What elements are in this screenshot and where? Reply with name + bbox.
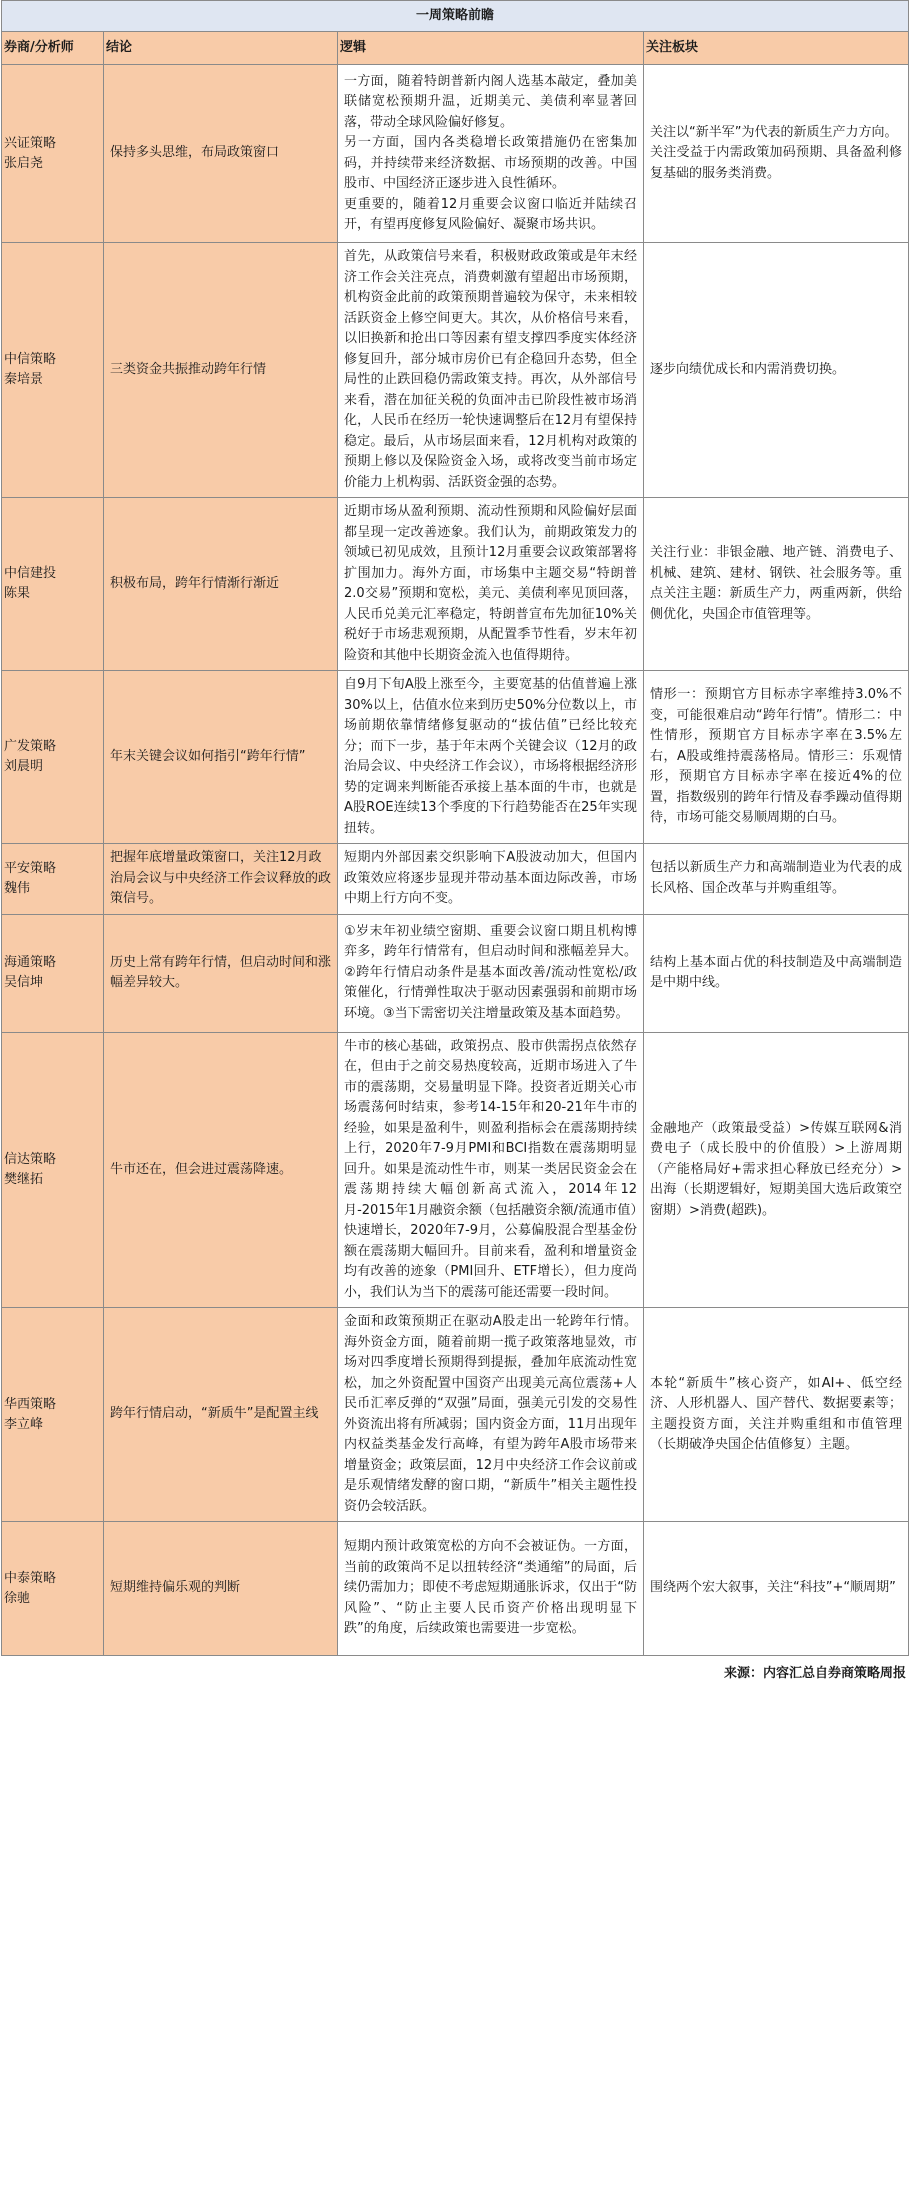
logic-paragraph: 更重要的，随着12月重要会议窗口临近并陆续召开，有望再度修复风险偏好、凝聚市场共识。 [344,196,637,232]
table-title-row [2,1,909,32]
broker-cell [2,498,104,671]
analyst-name: 樊继拓 [4,1171,44,1187]
logic-paragraph: 近期市场从盈利预期、流动性预期和风险偏好层面都呈现一定改善迹象。我们认为，前期政策发力的领域已初见成效，且预计12月重要会议政策部署将扩围加力。海外方面，市场集中主题交易“特朗普2.0交易”预期和宽松，美元、美债利率见顶回落，人民币兑美元汇率稳定，特朗普宣布先加征10%关税好于市场悲观预期，从配置季节性看，岁末年初险资和其他中长期资金流入也值得期待。 [344,504,637,663]
logic-paragraph: 金面和政策预期正在驱动A股走出一轮跨年行情。海外资金方面，随着前期一揽子政策落地显效，市场对四季度增长预期得到提振，叠加年底流动性宽松，加之外资配置中国资产出现美元高位震荡+人民币汇率反弹的“双强”局面，强美元引发的交易性外资流出将有所减弱；国内资金方面，11月出现年内权益类基金发行高峰，有望为跨年A股市场带来增量资金；政策层面，12月中央经济工作会议前或是乐观情绪发酵的窗口期，“新质牛”相关主题性投资仍会较活跃。 [344,1314,637,1514]
table-row [2,1522,909,1656]
table-header-row [2,32,909,65]
analyst-name: 吴信坤 [4,975,44,990]
conclusion-cell: 年末关键会议如何指引“跨年行情” [104,671,338,844]
broker-name: 中泰策略 [4,1570,57,1586]
sector-paragraph: 金融地产（政策最受益）>传媒互联网&消费电子（成长股中的价值股）>上游周期（产能格局好+需求担心释放已经充分）>出海（长期逻辑好，短期美国大选后政策空窗期）>消费(超跌)。 [650,1120,903,1218]
sectors-cell [644,914,909,1032]
strategy-table-container [1,0,908,1691]
logic-paragraph: 牛市的核心基础，政策拐点、股市供需拐点依然存在，但由于之前交易热度较高，近期市场进入了牛市的震荡期，交易量明显下降。投资者近期关心市场震荡何时结束，参考14-15年和20-21年牛市的经验，如果是盈利牛，则盈利指标会在震荡期持续上行，2020年7-9月PMI和BCI指数在震荡期明显回升。如果是流动性牛市，则某一类居民资金会在震荡期持续大幅创新高式流入，2014年12月-2015年1月融资余额（包括融资余额/流通市值）快速增长，2020年7-9月，公募偏股混合型基金份额在震荡期大幅回升。目前来看，盈利和增量资金均有改善的迹象（PMI回升、ETF增长），但力度尚小，我们认为当下的震荡可能还需要一段时间。 [344,1038,637,1300]
source-note: 来源：内容汇总自券商策略周报 [723,1666,906,1681]
logic-paragraph: 一方面，随着特朗普新内阁人选基本敲定，叠加美联储宽松预期升温，近期美元、美债利率显著回落，带动全球风险偏好修复。 [344,73,637,130]
analyst-name: 魏伟 [4,880,31,896]
analyst-name: 刘晨明 [4,759,44,774]
broker-name: 平安策略 [4,860,57,876]
sectors-cell [644,243,909,498]
analyst-name: 李立峰 [4,1416,44,1432]
sector-paragraph: 围绕两个宏大叙事，关注“科技”+“顺周期” [650,1580,896,1596]
table-row [2,65,909,243]
sector-paragraph: 包括以新质生产力和高端制造业为代表的成长风格、国企改革与并购重组等。 [650,860,903,896]
header-sectors: 关注板块 [644,32,909,65]
table-row [2,844,909,915]
table-row [2,498,909,671]
conclusion-cell: 短期维持偏乐观的判断 [104,1522,338,1656]
sector-paragraph: 本轮“新质牛”核心资产，如AI+、低空经济、人形机器人、国产替代、数据要素等；主题投资方面，关注并购重组和市值管理（长期破净央国企估值修复）主题。 [650,1375,903,1452]
broker-cell [2,914,104,1032]
header-conclusion: 结论 [104,32,338,65]
analyst-name: 徐驰 [4,1590,31,1606]
broker-cell [2,65,104,243]
broker-cell [2,671,104,844]
logic-cell [338,65,644,243]
logic-cell [338,1032,644,1308]
sectors-cell [644,1032,909,1308]
logic-paragraph: ①岁末年初业绩空窗期、重要会议窗口期且机构博弈多，跨年行情常有，但启动时间和涨幅差异大。②跨年行情启动条件是基本面改善/流动性宽松/政策催化，行情弹性取决于驱动因素强弱和前期市场环境。③当下需密切关注增量政策及基本面趋势。 [344,923,637,1021]
sectors-cell [644,65,909,243]
broker-cell [2,243,104,498]
broker-name: 海通策略 [4,955,57,970]
conclusion-cell: 历史上常有跨年行情，但启动时间和涨幅差异较大。 [104,914,338,1032]
broker-cell [2,1032,104,1308]
logic-paragraph: 另一方面，国内各类稳增长政策措施仍在密集加码，并持续带来经济数据、市场预期的改善。中国股市、中国经济正逐步进入良性循环。 [344,135,637,191]
header-logic: 逻辑 [338,32,644,65]
table-row [2,1308,909,1522]
sectors-cell [644,844,909,915]
sector-paragraph: 情形一：预期官方目标赤字率维持3.0%不变，可能很难启动“跨年行情”。情形二：中性情形，预期官方目标赤字率在3.5%左右，A股或维持震荡格局。情形三：乐观情形，预期官方目标赤字率在接近4%的位置，指数级别的跨年行情及春季躁动值得期待，市场可能交易顺周期的白马。 [650,687,903,826]
sector-paragraph: 逐步向绩优成长和内需消费切换。 [650,361,846,377]
analyst-name: 陈果 [4,586,31,601]
logic-paragraph: 短期内预计政策宽松的方向不会被证伪。一方面，当前的政策尚不足以扭转经济“类通缩”的局面，后续仍需加力；即使不考虑短期通胀诉求，仅出于“防风险”、“防止主要人民币资产价格出现明显下跌”的角度，后续政策也需要进一步宽松。 [344,1539,637,1637]
sectors-cell [644,498,909,671]
logic-paragraph: 短期内外部因素交织影响下A股波动加大，但国内政策效应将逐步显现并带动基本面边际改善，市场中期上行方向不变。 [344,850,637,906]
table-title: 一周策略前瞻 [2,1,909,32]
analyst-name: 秦培景 [4,372,44,387]
sector-paragraph: 关注以“新半军”为代表的新质生产力方向。 [650,124,898,140]
conclusion-cell: 跨年行情启动，“新质牛”是配置主线 [104,1308,338,1522]
broker-name: 信达策略 [4,1151,57,1167]
sector-paragraph: 结构上基本面占优的科技制造及中高端制造是中期中线。 [650,954,903,990]
logic-cell [338,671,644,844]
sector-paragraph: 关注行业：非银金融、地产链、消费电子、机械、建筑、建材、钢铁、社会服务等。重点关注主题：新质生产力，两重两新，供给侧优化，央国企市值管理等。 [650,545,903,622]
conclusion-cell: 牛市还在，但会进过震荡降速。 [104,1032,338,1308]
broker-cell [2,1522,104,1656]
logic-cell [338,498,644,671]
broker-name: 华西策略 [4,1396,57,1412]
broker-name: 广发策略 [4,739,57,754]
logic-cell [338,243,644,498]
broker-name: 兴证策略 [4,135,57,151]
conclusion-cell: 把握年底增量政策窗口，关注12月政治局会议与中央经济工作会议释放的政策信号。 [104,844,338,915]
table-row [2,671,909,844]
broker-name: 中信建投 [4,566,57,581]
table-body [2,65,909,1656]
logic-cell [338,1308,644,1522]
broker-cell [2,1308,104,1522]
sector-paragraph: 关注受益于内需政策加码预期、具备盈利修复基础的服务类消费。 [650,145,903,181]
table-row [2,1032,909,1308]
conclusion-cell: 积极布局，跨年行情渐行渐近 [104,498,338,671]
header-broker: 券商/分析师 [2,32,104,65]
table-row [2,243,909,498]
conclusion-cell: 三类资金共振推动跨年行情 [104,243,338,498]
logic-paragraph: 自9月下旬A股上涨至今，主要宽基的估值普遍上涨30%以上，估值水位来到历史50%分位数以上，市场前期依靠情绪修复驱动的“拔估值”已经比较充分；而下一步，基于年末两个关键会议（12月的政治局会议、中央经济工作会议），市场将根据经济形势的定调来判断能否承接上基本面的牛市，也就是A股ROE连续13个季度的下行趋势能否在25年实现扭转。 [344,677,637,836]
analyst-name: 张启尧 [4,155,44,171]
logic-paragraph: 首先，从政策信号来看，积极财政政策或是年末经济工作会关注亮点，消费刺激有望超出市场预期，机构资金此前的政策预期普遍较为保守，未来相较活跃资金上修空间更大。其次，从价格信号来看，以旧换新和抢出口等因素有望支撑四季度实体经济修复回升，部分城市房价已有企稳回升态势，但全局性的止跌回稳仍需政策支持。再次，从外部信号来看，潜在加征关税的负面冲击已阶段性被市场消化，人民币在经历一轮快速调整后在12月有望保持稳定。最后，从市场层面来看，12月机构对政策的预期上修以及保险资金入场，或将改变当前市场定价能力上机构弱、活跃资金强的态势。 [344,249,637,490]
logic-cell [338,914,644,1032]
broker-name: 中信策略 [4,352,57,367]
sectors-cell [644,671,909,844]
broker-cell [2,844,104,915]
strategy-table [1,0,909,1656]
table-row [2,914,909,1032]
logic-cell [338,1522,644,1656]
sectors-cell [644,1308,909,1522]
sectors-cell [644,1522,909,1656]
conclusion-cell: 保持多头思维，布局政策窗口 [104,65,338,243]
logic-cell [338,844,644,915]
